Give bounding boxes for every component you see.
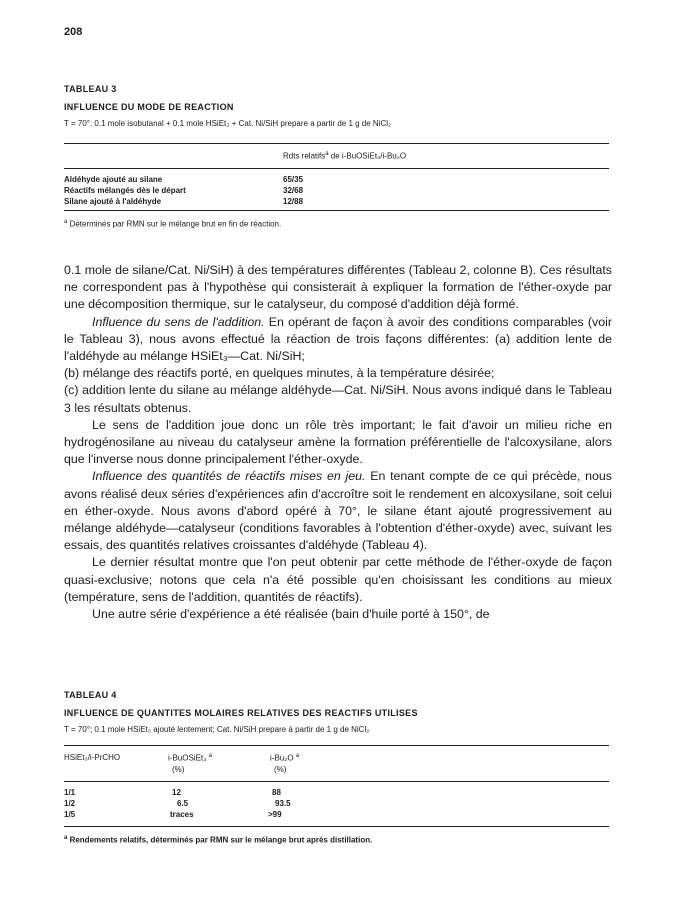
- paragraph-4-text: En tenant compte de ce qui précède, nous avons réalisé deux séries d'expériences afin d'accroître soit le rendement en alcoxysilane, soit celui en éther-oxyde. Nous avons d'abord opéré à 70°, le silane étant ajouté progressivement au mélange aldéhyde—catalyseur (conditions favorables à l'obtention d'éther-oxyde) avec, suivant les essais, des quantités relatives croissantes d'aldéhyde (Tableau 4).: [64, 469, 612, 553]
- table-3-column-header: [283, 151, 406, 161]
- table-3-footnote-sup: a: [64, 219, 68, 225]
- table-4-row-ether: >99: [268, 810, 282, 819]
- table-4-row-ratio: 1/2: [64, 799, 76, 808]
- table-3-row-label: Silane ajouté à l'aldéhyde: [64, 197, 162, 206]
- paragraph-2-text: En opérant de façon à avoir des conditions comparables (voir le Tableau 3), nous avons effectué la réaction de trois façons différentes: (a) addition lente de l'aldéhyde au mélange HSiEt₃—Cat. Ni/SiH;: [64, 314, 613, 364]
- table-4-footnote: [64, 835, 372, 845]
- paragraph-2: [64, 314, 612, 366]
- table-4-header-rule: [64, 781, 609, 782]
- table-3-footnote-text: Déterminés par RMN sur le mélange brut en fin de réaction.: [67, 219, 282, 229]
- table-4-row-ether: 88: [272, 788, 281, 797]
- table-3-row-label: Réactifs mélangés dès le départ: [64, 186, 186, 195]
- section-heading-quantities: Influence des quantités de réactifs mises en jeu.: [92, 469, 366, 484]
- table-3-header-rule: [64, 168, 609, 169]
- paragraph-2-b: (b) mélange des réactifs porté, en quelques minutes, à la température désirée;: [64, 366, 495, 381]
- table-3-row-label: Aldéhyde ajouté au silane: [64, 175, 163, 184]
- table-4-col-ether-unit: (%): [274, 765, 287, 774]
- table-3-header-rest: de i-BuOSiEt₃/i-Bu₂O: [328, 151, 407, 161]
- page-number: 208: [64, 26, 83, 38]
- table-3-conditions: T = 70°. 0.1 mole isobutanal + 0.1 mole HSiEt₃ + Cat. Ni/SiH prepare a partir de 1 g de NiCl₂: [64, 119, 392, 128]
- table-4-footnote-sup: a: [64, 835, 68, 841]
- table-4-row-silane: 6.5: [177, 799, 189, 808]
- table-3-top-rule: [64, 143, 609, 144]
- table-4-label: TABLEAU 4: [64, 690, 117, 700]
- table-4-bottom-rule: [64, 826, 609, 827]
- table-3-label: TABLEAU 3: [64, 84, 117, 94]
- paragraph-6: Une autre série d'expérience a été réalisée (bain d'huile porté à 150°, de: [92, 607, 490, 622]
- table-4-col-silane-unit: (%): [172, 765, 185, 774]
- table-3-row-value: 32/68: [283, 186, 304, 195]
- table-4-row-ratio: 1/1: [64, 788, 76, 797]
- table-4-col-ether-name: i-Bu₂O: [270, 753, 294, 763]
- table-3-bottom-rule: [64, 210, 609, 211]
- table-4-row-silane: 12: [172, 788, 181, 797]
- section-heading-addition: Influence du sens de l'addition.: [92, 314, 265, 329]
- table-4-col-silane-name: i-BuOSiEt₃: [168, 753, 207, 763]
- table-4-title: INFLUENCE DE QUANTITES MOLAIRES RELATIVES DES REACTIFS UTILISES: [64, 708, 418, 718]
- paragraph-5: Le dernier résultat montre que l'on peut obtenir par cette méthode de l'éther-oxyde de façon quasi-exclusive; notons que cela n'a été possible qu'en choisissant les conditions au mieux (température, sens de l'addition, quantités de réactifs).: [64, 555, 612, 604]
- table-4-top-rule: [64, 745, 609, 746]
- paragraph-1: 0.1 mole de silane/Cat. Ni/SiH) à des températures différentes (Tableau 2, colonne B). Ces résultats ne correspondent pas à l'hypothèse qui consisterait à expliquer la formation de l'éther-oxyde par une décomposition thermique, sur le catalyseur, du composé d'addition déjà formé.: [64, 263, 612, 312]
- table-4-col-ether-sup: a: [295, 753, 300, 759]
- table-4-row-ether: 93.5: [275, 799, 291, 808]
- table-4-col-silane-header: [168, 753, 212, 763]
- paragraph-4: [64, 468, 612, 554]
- table-3-row-value: 12/88: [283, 197, 304, 206]
- table-4-conditions: T = 70°; 0.1 mole HSiEt₃ ajouté lentement; Cat. Ni/SiH prepare à partir de 1 g de NiCl₂: [64, 725, 370, 734]
- table-4-col-ratio-header: HSiEt₃/i-PrCHO: [64, 753, 121, 762]
- paragraph-3: Le sens de l'addition joue donc un rôle très important; le fait d'avoir un milieu riche en hydrogénosilane au niveau du catalyseur amène la formation préférentielle de l'alcoxysilane, alors que l'inverse nous donne principalement l'éther-oxyde.: [64, 417, 612, 467]
- body-text: [64, 262, 612, 623]
- paragraph-2-c: (c) addition lente du silane au mélange aldéhyde—Cat. Ni/SiH. Nous avons indiqué dans le Tableau 3 les résultats obtenus.: [64, 383, 612, 415]
- table-3-row-value: 65/35: [283, 175, 304, 184]
- table-3-title: INFLUENCE DU MODE DE REACTION: [64, 102, 234, 112]
- table-3-footnote: [64, 219, 281, 229]
- table-4-col-silane-sup: a: [208, 753, 212, 759]
- table-3-header-text: Rdts relatifs: [283, 151, 326, 161]
- table-4-row-silane: traces: [170, 810, 194, 819]
- table-4-row-ratio: 1/5: [64, 810, 76, 819]
- table-3-header-sup: a: [325, 151, 329, 157]
- table-4-footnote-text: Rendements relatifs, déterminés par RMN sur le mélange brut après distillation.: [67, 835, 373, 845]
- table-4-col-ether-header: [270, 753, 299, 763]
